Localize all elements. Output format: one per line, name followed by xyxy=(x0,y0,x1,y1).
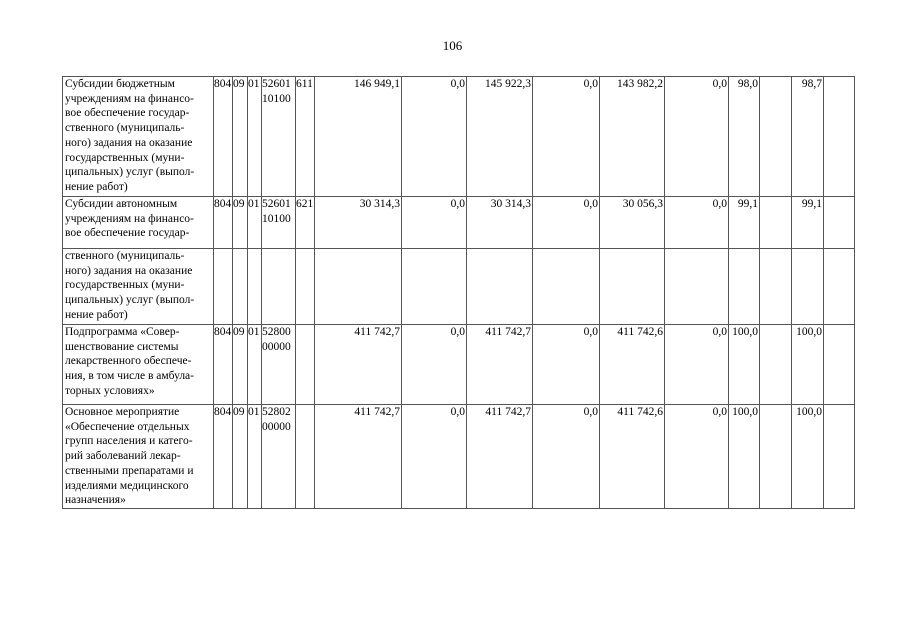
csr-code: 52601 10100 xyxy=(262,197,296,249)
row-name: Подпрограмма «Совер- шенствование системы лекарственного обеспече- ния, в том числе в амбула- торных условиях» xyxy=(63,325,214,405)
value-3: 411 742,7 xyxy=(467,325,533,405)
empty-cell xyxy=(824,197,855,249)
value-2: 0,0 xyxy=(402,325,467,405)
value-1 xyxy=(315,249,402,325)
vr-code: 611 xyxy=(296,77,315,197)
percent-2: 99,1 xyxy=(792,197,824,249)
vr-code xyxy=(296,249,315,325)
percent-1: 100,0 xyxy=(729,405,760,509)
ved-code: 804 xyxy=(214,325,233,405)
value-5: 143 982,2 xyxy=(600,77,665,197)
percent-1: 99,1 xyxy=(729,197,760,249)
percent-2: 98,7 xyxy=(792,77,824,197)
empty-cell xyxy=(824,325,855,405)
row-name: Субсидии автономным учреждениям на финансо- вое обеспечение государ- xyxy=(63,197,214,249)
table-row xyxy=(63,249,855,325)
row-name: Основное мероприятие «Обеспечение отдельных групп населения и катего- рий заболеваний лекар- ственными препаратами и изделиями медицинского назначения» xyxy=(63,405,214,509)
rz-code: 09 xyxy=(233,405,248,509)
row-name: Субсидии бюджетным учреждениям на финансо- вое обеспечение государ- ственного (муниципаль- ного) задания на оказание государственных (муни- ципальных) услуг (выпол- нение работ) xyxy=(63,77,214,197)
rz-code: 09 xyxy=(233,77,248,197)
empty-cell xyxy=(824,77,855,197)
value-2: 0,0 xyxy=(402,405,467,509)
value-4: 0,0 xyxy=(533,197,600,249)
value-1: 146 949,1 xyxy=(315,77,402,197)
percent-1: 98,0 xyxy=(729,77,760,197)
value-5: 411 742,6 xyxy=(600,325,665,405)
percent-1: 100,0 xyxy=(729,325,760,405)
value-3: 411 742,7 xyxy=(467,405,533,509)
budget-table xyxy=(62,76,855,509)
pr-code: 01 xyxy=(248,197,262,249)
table-row xyxy=(63,325,855,405)
value-2: 0,0 xyxy=(402,77,467,197)
value-6: 0,0 xyxy=(665,77,729,197)
csr-code xyxy=(262,249,296,325)
csr-code: 52800 00000 xyxy=(262,325,296,405)
value-3 xyxy=(467,249,533,325)
page-number: 106 xyxy=(442,38,463,53)
value-1: 30 314,3 xyxy=(315,197,402,249)
value-6 xyxy=(665,249,729,325)
vr-code xyxy=(296,405,315,509)
table-row xyxy=(63,197,855,249)
percent-2: 100,0 xyxy=(792,405,824,509)
value-1: 411 742,7 xyxy=(315,405,402,509)
value-4 xyxy=(533,249,600,325)
empty-cell xyxy=(760,405,792,509)
ved-code: 804 xyxy=(214,405,233,509)
empty-cell xyxy=(760,77,792,197)
csr-code: 52601 10100 xyxy=(262,77,296,197)
value-4: 0,0 xyxy=(533,325,600,405)
pr-code: 01 xyxy=(248,77,262,197)
empty-cell xyxy=(824,405,855,509)
pr-code: 01 xyxy=(248,405,262,509)
value-2 xyxy=(402,249,467,325)
value-4: 0,0 xyxy=(533,405,600,509)
value-4: 0,0 xyxy=(533,77,600,197)
vr-code xyxy=(296,325,315,405)
rz-code: 09 xyxy=(233,197,248,249)
value-1: 411 742,7 xyxy=(315,325,402,405)
rz-code xyxy=(233,249,248,325)
pr-code xyxy=(248,249,262,325)
value-5: 411 742,6 xyxy=(600,405,665,509)
value-3: 145 922,3 xyxy=(467,77,533,197)
value-5: 30 056,3 xyxy=(600,197,665,249)
value-6: 0,0 xyxy=(665,197,729,249)
empty-cell xyxy=(760,325,792,405)
ved-code: 804 xyxy=(214,197,233,249)
ved-code: 804 xyxy=(214,77,233,197)
csr-code: 52802 00000 xyxy=(262,405,296,509)
percent-1 xyxy=(729,249,760,325)
ved-code xyxy=(214,249,233,325)
value-6: 0,0 xyxy=(665,325,729,405)
empty-cell xyxy=(824,249,855,325)
empty-cell xyxy=(760,197,792,249)
value-5 xyxy=(600,249,665,325)
row-name: ственного (муниципаль- ного) задания на оказание государственных (муни- ципальных) услуг (выпол- нение работ) xyxy=(63,249,214,325)
vr-code: 621 xyxy=(296,197,315,249)
pr-code: 01 xyxy=(248,325,262,405)
table-row xyxy=(63,77,855,197)
value-2: 0,0 xyxy=(402,197,467,249)
rz-code: 09 xyxy=(233,325,248,405)
value-6: 0,0 xyxy=(665,405,729,509)
table-row xyxy=(63,405,855,509)
value-3: 30 314,3 xyxy=(467,197,533,249)
empty-cell xyxy=(760,249,792,325)
percent-2 xyxy=(792,249,824,325)
percent-2: 100,0 xyxy=(792,325,824,405)
